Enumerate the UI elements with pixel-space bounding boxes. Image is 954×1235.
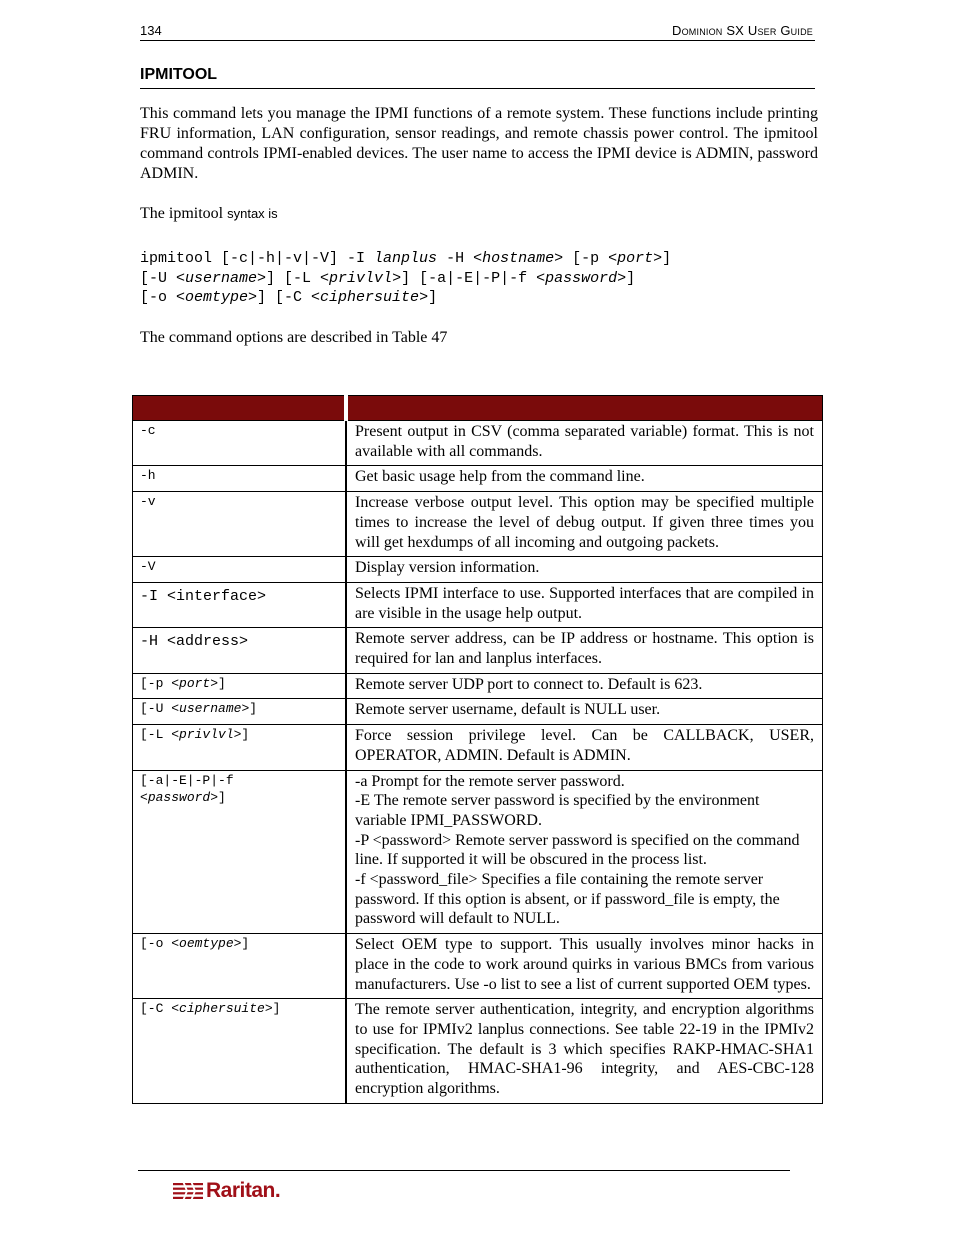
section-title: IPMITOOL [140, 66, 218, 83]
table-row [133, 421, 823, 466]
option-text: -v [140, 494, 156, 510]
description-line: Remote server address, can be IP address or hostname. This option is required for lan and lanplus interfaces. [355, 630, 814, 668]
option-text: >] [233, 727, 250, 743]
syntax-small: syntax is [227, 206, 278, 221]
table-row [133, 492, 823, 557]
logo-wordmark: Raritan. [206, 1179, 281, 1202]
table-reference: The command options are described in Table 47 [140, 329, 448, 346]
option-cell [133, 557, 347, 583]
syntax-code-block [140, 249, 671, 308]
raritan-logo [173, 1180, 280, 1202]
option-cell [133, 466, 347, 492]
syntax-line [140, 249, 671, 269]
syntax-line [140, 288, 671, 308]
option-cell [133, 999, 347, 1104]
option-text: -h [140, 468, 156, 484]
option-text: [-p < [140, 675, 180, 691]
description-line: Remote server username, default is NULL user. [355, 701, 661, 719]
syntax-text: >] [653, 250, 672, 267]
table-row [133, 725, 823, 770]
syntax-text: [-o < [140, 289, 186, 306]
option-cell [133, 582, 347, 627]
table-row [133, 999, 823, 1104]
syntax-text: >] [-a|-E|-P|-f < [392, 269, 546, 287]
option-text: -I <interface> [140, 587, 267, 605]
option-param: oemtype [179, 936, 234, 952]
description-cell [346, 557, 823, 583]
section-heading [140, 64, 815, 89]
option-param: port [179, 675, 211, 691]
option-text: -c [140, 423, 156, 438]
description-cell [346, 582, 823, 627]
syntax-param: ciphersuite [320, 289, 420, 306]
table-row [133, 582, 823, 627]
description-line: Select OEM type to support. This usually involves minor hacks in place in the code to work around quirks in various BMCs from various manufacturers. Use -o list to see a list of current supported OEM types. [355, 936, 814, 993]
syntax-text: >] [419, 289, 438, 306]
option-param: ciphersuite [179, 1001, 265, 1017]
guide-title: Dominion SX User Guide [672, 23, 813, 38]
option-text: [-o < [140, 936, 180, 952]
syntax-param: lanplus [374, 250, 438, 267]
header-cell-description [346, 396, 823, 421]
syntax-param: username [185, 269, 258, 287]
table-row [133, 557, 823, 583]
description-line: -E The remote server password is specified by the environment variable IPMI_PASSWORD. [355, 792, 760, 829]
option-text: >] [233, 936, 250, 952]
option-param: password [147, 789, 211, 805]
description-cell [346, 466, 823, 492]
description-cell [346, 492, 823, 557]
description-cell [346, 628, 823, 673]
option-cell [133, 699, 347, 725]
syntax-text: >] [-L < [257, 269, 330, 287]
header-cell-option [133, 396, 347, 421]
syntax-param: port [617, 250, 654, 267]
option-text: < [140, 789, 148, 805]
syntax-text: [-U < [140, 269, 186, 287]
option-cell [133, 492, 347, 557]
syntax-text: >] [617, 269, 636, 287]
syntax-param: privlvl [329, 269, 393, 287]
table-header-row [133, 396, 823, 421]
description-line: Present output in CSV (comma separated variable) format. This is not available with all commands. [355, 423, 814, 460]
description-line: Remote server UDP port to connect to. Default is 623. [355, 675, 703, 693]
option-cell [133, 628, 347, 673]
option-text: [-L < [140, 727, 180, 743]
description-line: Display version information. [355, 559, 540, 577]
option-text: >] [241, 701, 258, 717]
syntax-text: > [-p < [554, 250, 618, 267]
footer-rule [138, 1170, 790, 1171]
table-row [133, 770, 823, 934]
syntax-lead: The ipmitool [140, 205, 224, 222]
option-param: username [179, 701, 242, 717]
description-line: Force session privilege level. Can be CALLBACK, USER, OPERATOR, ADMIN. Default is ADMIN. [355, 727, 814, 764]
page-header [140, 20, 815, 41]
description-line: -f <password_file> Specifies a file containing the remote server password. If this option is absent, or if password_file is empty, the password will default to NULL. [355, 871, 780, 928]
syntax-intro [140, 205, 278, 223]
raritan-logo-icon [173, 1181, 203, 1201]
option-cell [133, 770, 347, 934]
option-cell [133, 673, 347, 699]
option-cell [133, 934, 347, 999]
description-cell [346, 770, 823, 934]
page-number: 134 [140, 23, 162, 38]
table-row [133, 699, 823, 725]
description-cell [346, 999, 823, 1104]
syntax-text: ipmitool [-c|-h|-v|-V] -I [140, 250, 375, 267]
syntax-param: password [545, 269, 618, 287]
option-text: [-a|-E|-P|-f [140, 772, 234, 788]
option-text: -H <address> [140, 633, 249, 651]
syntax-text: >] [-C < [248, 289, 321, 306]
description-cell [346, 934, 823, 999]
syntax-param: oemtype [185, 289, 249, 306]
option-text: >] [264, 1001, 281, 1017]
syntax-text: -H < [437, 250, 483, 267]
description-line: -P <password> Remote server password is specified on the command line. If supported it will be obscured in the process list. [355, 831, 800, 869]
description-cell [346, 673, 823, 699]
description-line: Selects IPMI interface to use. Supported interfaces that are compiled in are visible in the usage help output. [355, 584, 814, 622]
description-line: Increase verbose output level. This option may be specified multiple times to increase the level of debug output. If given three times you will get hexdumps of all incoming and outgoing packets. [355, 494, 814, 551]
option-cell [133, 725, 347, 770]
intro-paragraph: This command lets you manage the IPMI functions of a remote system. These functions include printing FRU information, LAN configuration, sensor readings, and remote chassis power control. The ipmitool command controls IPMI-enabled devices. The user name to access the IPMI device is ADMIN, password ADMIN. [140, 105, 818, 182]
option-text: >] [210, 675, 226, 691]
description-line: Get basic usage help from the command line. [355, 468, 645, 486]
description-cell [346, 699, 823, 725]
table-row [133, 673, 823, 699]
option-param: privlvl [179, 727, 234, 743]
table-row [133, 934, 823, 999]
syntax-param: hostname [482, 250, 555, 267]
description-cell [346, 725, 823, 770]
table-row [133, 628, 823, 673]
description-line: -a Prompt for the remote server password. [355, 772, 625, 790]
options-table [132, 395, 823, 1104]
option-text: -V [140, 559, 156, 575]
option-text: [-U < [140, 701, 180, 717]
syntax-line [140, 269, 671, 289]
description-cell [346, 421, 823, 466]
option-text: [-C < [140, 1001, 180, 1017]
description-line: The remote server authentication, integrity, and encryption algorithms to use for IPMIv2 lanplus connections. See table 22-19 in the IPMIv2 specification. The default is 3 which specifies RAKP-HMAC-SHA1 authentication, HMAC-SHA1-96 integrity, and AES-CBC-128 encryption algorithms. [355, 1001, 814, 1098]
option-cell [133, 421, 347, 466]
option-text: >] [210, 789, 226, 805]
table-row [133, 466, 823, 492]
